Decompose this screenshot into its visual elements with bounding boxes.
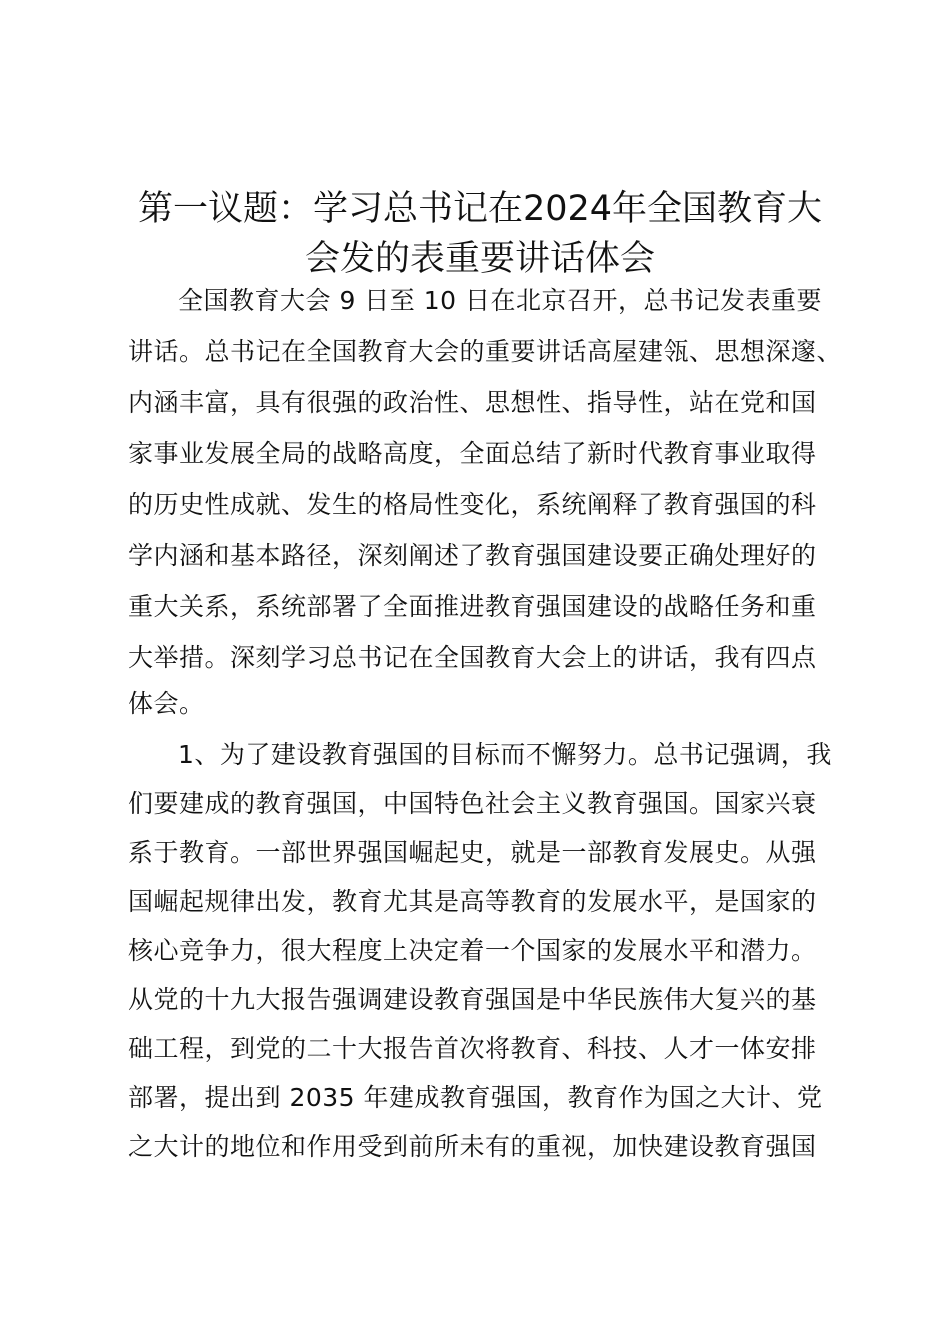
title-line-1: 第一议题：学习总书记在2024年全国教育大 <box>137 189 823 229</box>
body-line-14: 核心竞争力，很大程度上决定着一个国家的发展水平和潜力。 <box>128 936 817 965</box>
body-line-1: 全国教育大会 9 日至 10 日在北京召开，总书记发表重要 <box>178 286 823 315</box>
body-line-2: 讲话。总书记在全国教育大会的重要讲话高屋建瓴、思想深邃、 <box>128 337 843 366</box>
document-title <box>118 184 842 284</box>
body-line-9: 体会。 <box>128 689 205 718</box>
body-line-4: 家事业发展全局的战略高度，全面总结了新时代教育事业取得 <box>128 439 817 468</box>
title-line-2: 会发的表重要讲话体会 <box>304 239 655 279</box>
body-line-11: 们要建成的教育强国，中国特色社会主义教育强国。国家兴衰 <box>128 789 817 818</box>
body-line-13: 国崛起规律出发，教育尤其是高等教育的发展水平，是国家的 <box>128 887 817 916</box>
body-line-6: 学内涵和基本路径，深刻阐述了教育强国建设要正确处理好的 <box>128 541 817 570</box>
body-line-16: 础工程，到党的二十大报告首次将教育、科技、人才一体安排 <box>128 1034 817 1063</box>
body-line-15: 从党的十九大报告强调建设教育强国是中华民族伟大复兴的基 <box>128 985 817 1014</box>
body-line-7: 重大关系，系统部署了全面推进教育强国建设的战略任务和重 <box>128 592 817 621</box>
body-line-17: 部署，提出到 2035 年建成教育强国，教育作为国之大计、党 <box>128 1083 823 1112</box>
body-line-10: 1、为了建设教育强国的目标而不懈努力。总书记强调，我 <box>178 740 832 769</box>
body-line-5: 的历史性成就、发生的格局性变化，系统阐释了教育强国的科 <box>128 490 817 519</box>
body-line-8: 大举措。深刻学习总书记在全国教育大会上的讲话，我有四点 <box>128 643 817 672</box>
body-line-18: 之大计的地位和作用受到前所未有的重视，加快建设教育强国 <box>128 1132 817 1161</box>
body-line-12: 系于教育。一部世界强国崛起史，就是一部教育发展史。从强 <box>128 838 817 867</box>
body-line-3: 内涵丰富，具有很强的政治性、思想性、指导性，站在党和国 <box>128 388 817 417</box>
